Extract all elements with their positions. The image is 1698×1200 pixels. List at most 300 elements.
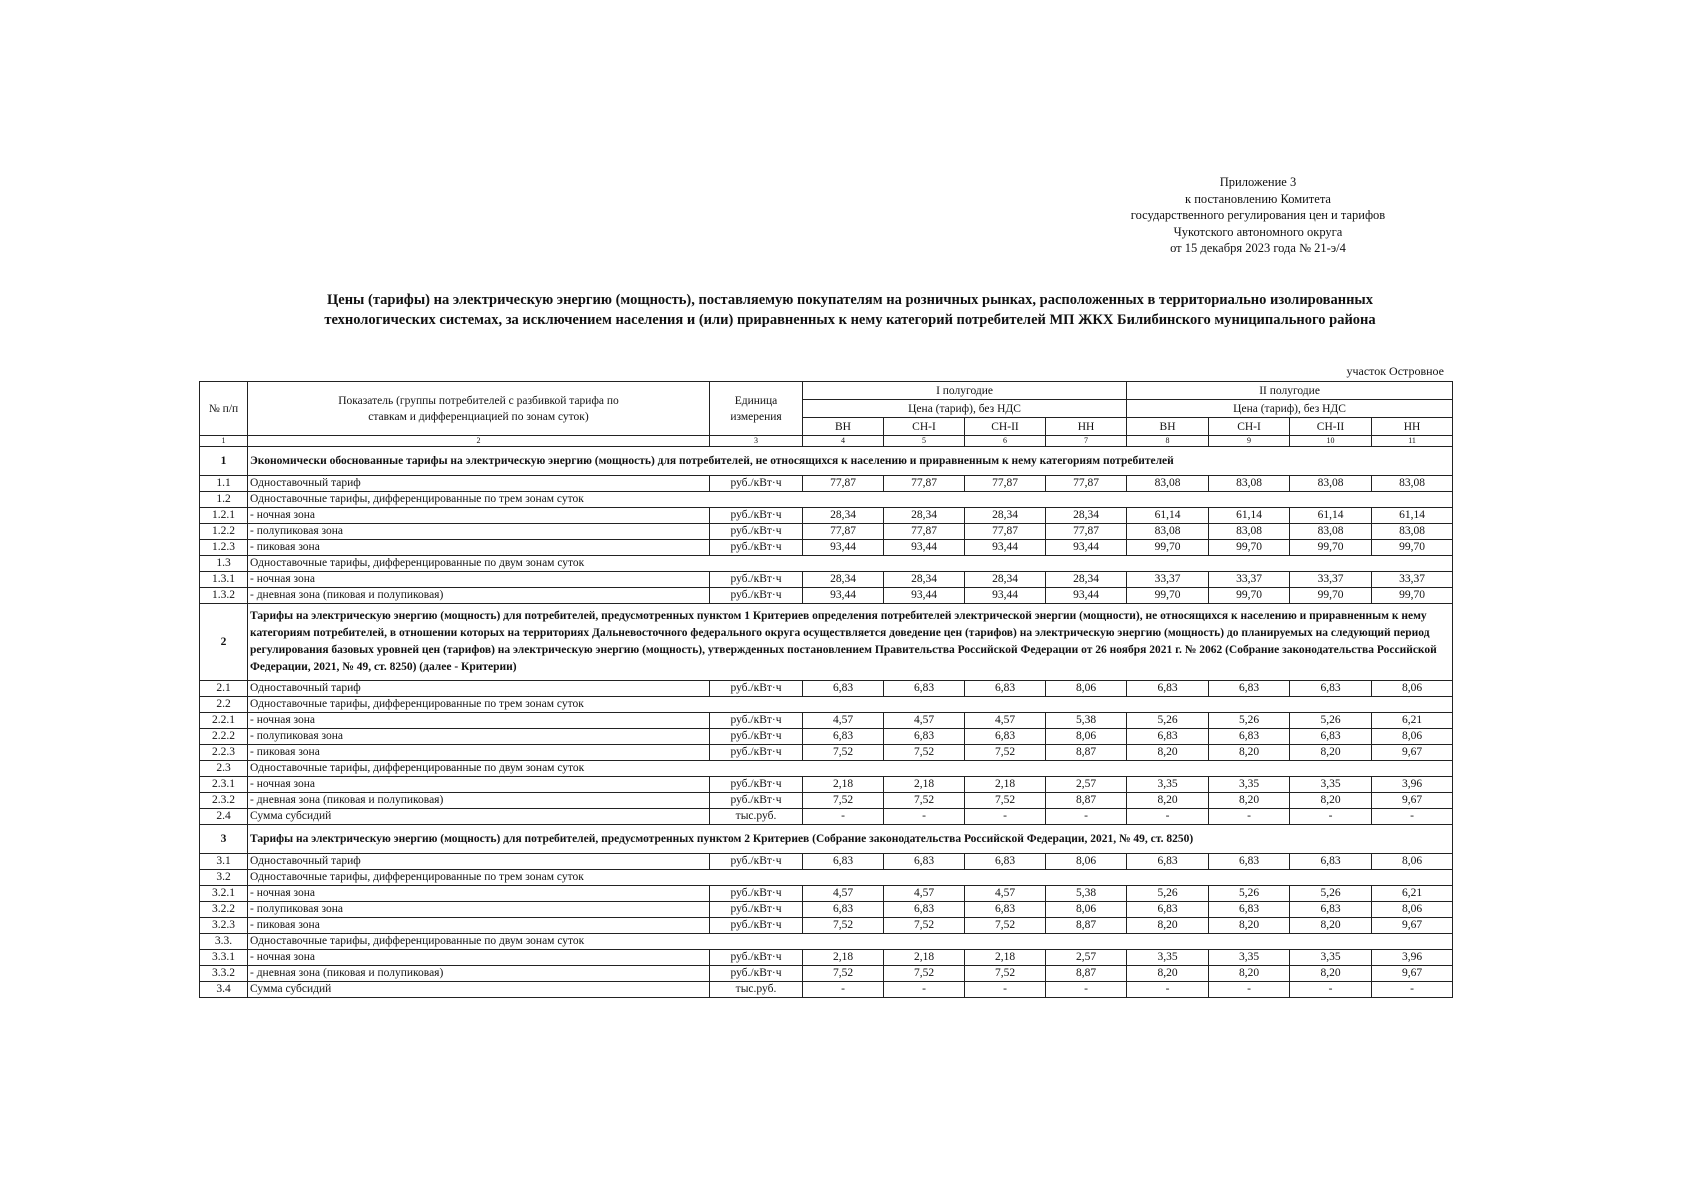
row-value: 7,52: [884, 966, 965, 982]
group-row: [200, 697, 1453, 713]
site-label: участок Островное: [1346, 364, 1444, 378]
row-value: 6,83: [884, 729, 965, 745]
row-value: 77,87: [965, 476, 1046, 492]
row-value: 4,57: [965, 886, 1046, 902]
row-value: -: [1290, 982, 1372, 998]
row-value: -: [1046, 982, 1127, 998]
row-indicator: Сумма субсидий: [248, 982, 710, 998]
row-value: 93,44: [965, 588, 1046, 604]
row-indicator: - ночная зона: [248, 572, 710, 588]
row-indicator: - дневная зона (пиковая и полупиковая): [248, 588, 710, 604]
row-unit: руб./кВт·ч: [710, 713, 803, 729]
column-number: 4: [803, 436, 884, 447]
row-value: 8,20: [1209, 966, 1290, 982]
header-level: ВН: [803, 418, 884, 436]
row-number: 1.2.2: [200, 524, 248, 540]
header-half-1: I полугодие: [803, 382, 1127, 400]
table-row: [200, 966, 1453, 982]
row-value: 28,34: [965, 508, 1046, 524]
row-value: 8,20: [1209, 793, 1290, 809]
row-indicator: - пиковая зона: [248, 540, 710, 556]
row-value: 93,44: [803, 588, 884, 604]
row-value: 7,52: [803, 745, 884, 761]
row-value: 6,83: [1290, 681, 1372, 697]
row-value: 9,67: [1372, 745, 1453, 761]
header-unit: [710, 382, 803, 436]
row-value: 3,35: [1209, 950, 1290, 966]
row-value: 28,34: [1046, 572, 1127, 588]
row-value: 5,26: [1127, 713, 1209, 729]
row-value: 6,21: [1372, 886, 1453, 902]
row-value: 7,52: [803, 966, 884, 982]
header-num: [200, 382, 248, 436]
row-number: 3.2.2: [200, 902, 248, 918]
row-value: 3,35: [1209, 777, 1290, 793]
row-value: 77,87: [965, 524, 1046, 540]
row-value: 83,08: [1127, 476, 1209, 492]
row-value: 2,57: [1046, 950, 1127, 966]
row-value: 8,06: [1046, 729, 1127, 745]
row-value: -: [1372, 809, 1453, 825]
section-header-row: [200, 447, 1453, 476]
table-row: [200, 950, 1453, 966]
appendix-line: к постановлению Комитета: [1185, 191, 1331, 206]
row-value: 77,87: [803, 524, 884, 540]
row-number: 2.1: [200, 681, 248, 697]
row-number: 3.3.2: [200, 966, 248, 982]
header-unit-label: Единица измерения: [730, 394, 782, 423]
row-indicator: - пиковая зона: [248, 918, 710, 934]
row-value: 7,52: [803, 918, 884, 934]
row-value: 6,83: [884, 902, 965, 918]
row-value: 99,70: [1290, 540, 1372, 556]
row-value: 6,83: [1127, 729, 1209, 745]
row-number: 1.3.2: [200, 588, 248, 604]
row-value: 6,83: [1209, 854, 1290, 870]
header-price-note: Цена (тариф), без НДС: [1127, 400, 1453, 418]
row-value: 7,52: [965, 966, 1046, 982]
header-level: СН-I: [1209, 418, 1290, 436]
section-header-row: [200, 825, 1453, 854]
row-value: 33,37: [1127, 572, 1209, 588]
row-value: -: [803, 809, 884, 825]
section-number: 1: [200, 447, 248, 476]
row-indicator: - полупиковая зона: [248, 524, 710, 540]
row-value: 99,70: [1290, 588, 1372, 604]
row-group-title: Одноставочные тарифы, дифференцированные по двум зонам суток: [248, 556, 1453, 572]
header-level: СН-II: [1290, 418, 1372, 436]
row-value: 77,87: [803, 476, 884, 492]
row-value: 7,52: [803, 793, 884, 809]
row-value: 99,70: [1127, 588, 1209, 604]
row-value: 83,08: [1209, 524, 1290, 540]
row-value: 5,26: [1290, 886, 1372, 902]
tariff-table: [199, 381, 1453, 998]
row-number: 1.2.1: [200, 508, 248, 524]
row-number: 1.1: [200, 476, 248, 492]
header-num-label: № п/п: [208, 402, 239, 415]
row-unit: руб./кВт·ч: [710, 966, 803, 982]
table-row: [200, 918, 1453, 934]
table-row: [200, 854, 1453, 870]
row-value: 93,44: [884, 588, 965, 604]
row-number: 2.2.3: [200, 745, 248, 761]
row-value: 9,67: [1372, 918, 1453, 934]
appendix-line: государственного регулирования цен и тарифов: [1130, 208, 1386, 222]
header-indicator-label: Показатель (группы потребителей с разбивкой тарифа по ставкам и дифференциацией по зонам суток): [338, 394, 619, 423]
row-unit: руб./кВт·ч: [710, 745, 803, 761]
row-value: 8,06: [1046, 681, 1127, 697]
row-value: -: [1127, 809, 1209, 825]
document-title-line: Цены (тарифы) на электрическую энергию (мощность), поставляемую покупателям на розничных рынках, расположенных в территориально изолированных: [326, 292, 1373, 308]
row-number: 1.3.1: [200, 572, 248, 588]
appendix-line: Приложение 3: [1219, 175, 1297, 189]
column-number: 2: [248, 436, 710, 447]
row-value: 3,35: [1127, 777, 1209, 793]
row-value: 8,20: [1290, 966, 1372, 982]
row-value: 5,26: [1127, 886, 1209, 902]
table-row: [200, 476, 1453, 492]
row-value: 8,06: [1372, 854, 1453, 870]
row-unit: руб./кВт·ч: [710, 886, 803, 902]
row-value: 93,44: [1046, 588, 1127, 604]
row-number: 2.2.2: [200, 729, 248, 745]
row-number: 2.3.2: [200, 793, 248, 809]
row-value: -: [965, 809, 1046, 825]
row-unit: руб./кВт·ч: [710, 950, 803, 966]
row-indicator: - ночная зона: [248, 777, 710, 793]
row-indicator: - дневная зона (пиковая и полупиковая): [248, 793, 710, 809]
row-value: 8,06: [1372, 902, 1453, 918]
row-indicator: - дневная зона (пиковая и полупиковая): [248, 966, 710, 982]
row-group-title: Одноставочные тарифы, дифференцированные по двум зонам суток: [248, 761, 1453, 777]
table-row: [200, 729, 1453, 745]
row-value: 93,44: [803, 540, 884, 556]
row-group-title: Одноставочные тарифы, дифференцированные по трем зонам суток: [248, 870, 1453, 886]
row-value: 83,08: [1372, 476, 1453, 492]
document-title-line: технологических системах, за исключением населения и (или) приравненных к нему категорий потребителей МП ЖКХ Билибинского муниципального района: [324, 312, 1376, 328]
row-unit: руб./кВт·ч: [710, 681, 803, 697]
group-row: [200, 934, 1453, 950]
row-value: -: [965, 982, 1046, 998]
header-level: НН: [1046, 418, 1127, 436]
row-value: 6,83: [803, 854, 884, 870]
row-value: 3,35: [1290, 950, 1372, 966]
table-row: [200, 902, 1453, 918]
row-indicator: - ночная зона: [248, 886, 710, 902]
group-row: [200, 870, 1453, 886]
row-number: 1.2.3: [200, 540, 248, 556]
row-value: 93,44: [1046, 540, 1127, 556]
row-value: -: [803, 982, 884, 998]
row-value: -: [1046, 809, 1127, 825]
column-number: 6: [965, 436, 1046, 447]
row-value: 7,52: [884, 793, 965, 809]
row-value: 6,83: [884, 681, 965, 697]
row-unit: руб./кВт·ч: [710, 777, 803, 793]
row-value: 6,83: [1290, 729, 1372, 745]
row-value: 93,44: [884, 540, 965, 556]
group-row: [200, 761, 1453, 777]
table-row: [200, 713, 1453, 729]
row-value: 6,83: [884, 854, 965, 870]
row-value: 28,34: [1046, 508, 1127, 524]
row-value: 77,87: [884, 476, 965, 492]
table-row: [200, 809, 1453, 825]
row-value: 83,08: [1209, 476, 1290, 492]
header-level: СН-I: [884, 418, 965, 436]
row-value: 2,18: [884, 950, 965, 966]
column-number-row: [200, 436, 1453, 447]
row-value: 8,87: [1046, 745, 1127, 761]
row-unit: тыс.руб.: [710, 982, 803, 998]
row-value: 6,83: [1127, 902, 1209, 918]
table-row: [200, 793, 1453, 809]
row-value: 33,37: [1372, 572, 1453, 588]
row-value: 28,34: [803, 508, 884, 524]
row-number: 2.2.1: [200, 713, 248, 729]
column-number: 10: [1290, 436, 1372, 447]
row-value: 83,08: [1127, 524, 1209, 540]
row-value: 6,83: [965, 854, 1046, 870]
row-value: 6,83: [1209, 729, 1290, 745]
row-value: 61,14: [1290, 508, 1372, 524]
row-value: 5,38: [1046, 713, 1127, 729]
row-value: 4,57: [884, 886, 965, 902]
row-indicator: - ночная зона: [248, 713, 710, 729]
table-row: [200, 681, 1453, 697]
row-value: 77,87: [884, 524, 965, 540]
row-number: 1.3: [200, 556, 248, 572]
row-value: 8,20: [1209, 745, 1290, 761]
header-level: ВН: [1127, 418, 1209, 436]
row-number: 3.3.: [200, 934, 248, 950]
row-value: 8,87: [1046, 793, 1127, 809]
row-value: -: [884, 809, 965, 825]
row-value: 8,20: [1290, 793, 1372, 809]
row-value: 2,18: [803, 950, 884, 966]
row-number: 2.3: [200, 761, 248, 777]
row-indicator: - ночная зона: [248, 508, 710, 524]
row-value: 3,35: [1290, 777, 1372, 793]
table-body: [200, 447, 1453, 998]
row-value: 8,20: [1127, 745, 1209, 761]
column-number: 11: [1372, 436, 1453, 447]
row-value: 5,26: [1209, 713, 1290, 729]
section-title: Экономически обоснованные тарифы на электрическую энергию (мощность) для потребителей, не относящихся к населению и приравненным к нему категориям потребителей: [248, 447, 1453, 476]
row-value: 28,34: [965, 572, 1046, 588]
row-value: 99,70: [1127, 540, 1209, 556]
row-value: 6,83: [965, 681, 1046, 697]
row-value: 99,70: [1209, 540, 1290, 556]
row-number: 3.3.1: [200, 950, 248, 966]
row-value: 9,67: [1372, 793, 1453, 809]
row-number: 3.2.1: [200, 886, 248, 902]
row-unit: тыс.руб.: [710, 809, 803, 825]
row-value: 6,83: [1290, 854, 1372, 870]
row-value: 8,87: [1046, 966, 1127, 982]
row-value: 93,44: [965, 540, 1046, 556]
row-unit: руб./кВт·ч: [710, 476, 803, 492]
row-value: 33,37: [1290, 572, 1372, 588]
row-value: 77,87: [1046, 524, 1127, 540]
column-number: 5: [884, 436, 965, 447]
row-value: 99,70: [1372, 588, 1453, 604]
row-value: 9,67: [1372, 966, 1453, 982]
column-number: 3: [710, 436, 803, 447]
row-value: 6,83: [1127, 681, 1209, 697]
section-header-row: [200, 604, 1453, 681]
row-value: 8,87: [1046, 918, 1127, 934]
row-value: 8,20: [1209, 918, 1290, 934]
row-value: 99,70: [1372, 540, 1453, 556]
row-value: -: [1209, 982, 1290, 998]
row-value: 7,52: [884, 918, 965, 934]
row-value: -: [1127, 982, 1209, 998]
group-row: [200, 556, 1453, 572]
row-value: 2,18: [803, 777, 884, 793]
row-value: 33,37: [1209, 572, 1290, 588]
row-unit: руб./кВт·ч: [710, 729, 803, 745]
row-number: 1.2: [200, 492, 248, 508]
row-value: 7,52: [965, 793, 1046, 809]
row-value: 4,57: [803, 886, 884, 902]
row-value: 5,26: [1209, 886, 1290, 902]
row-unit: руб./кВт·ч: [710, 540, 803, 556]
row-value: 3,96: [1372, 950, 1453, 966]
row-value: 8,06: [1046, 854, 1127, 870]
header-price-note: Цена (тариф), без НДС: [803, 400, 1127, 418]
row-number: 2.2: [200, 697, 248, 713]
document-title: [160, 290, 1540, 330]
column-number: 7: [1046, 436, 1127, 447]
section-number: 2: [200, 604, 248, 681]
table-row: [200, 572, 1453, 588]
row-value: 99,70: [1209, 588, 1290, 604]
row-unit: руб./кВт·ч: [710, 524, 803, 540]
row-value: 8,20: [1290, 918, 1372, 934]
row-value: 3,96: [1372, 777, 1453, 793]
row-value: 7,52: [965, 745, 1046, 761]
row-group-title: Одноставочные тарифы, дифференцированные по двум зонам суток: [248, 934, 1453, 950]
row-indicator: Одноставочный тариф: [248, 476, 710, 492]
row-value: -: [1290, 809, 1372, 825]
row-value: 61,14: [1127, 508, 1209, 524]
row-indicator: Одноставочный тариф: [248, 854, 710, 870]
header-level: НН: [1372, 418, 1453, 436]
row-value: 4,57: [965, 713, 1046, 729]
table-row: [200, 777, 1453, 793]
column-number: 9: [1209, 436, 1290, 447]
row-unit: руб./кВт·ч: [710, 918, 803, 934]
row-indicator: - полупиковая зона: [248, 902, 710, 918]
row-value: 6,83: [965, 729, 1046, 745]
column-number: 1: [200, 436, 248, 447]
row-value: -: [1372, 982, 1453, 998]
row-group-title: Одноставочные тарифы, дифференцированные по трем зонам суток: [248, 697, 1453, 713]
row-value: 8,20: [1127, 966, 1209, 982]
row-value: 6,83: [803, 681, 884, 697]
header-half-2: II полугодие: [1127, 382, 1453, 400]
row-indicator: - пиковая зона: [248, 745, 710, 761]
appendix-line: Чукотского автономного округа: [1173, 224, 1343, 239]
row-value: 2,18: [884, 777, 965, 793]
row-value: 8,06: [1046, 902, 1127, 918]
row-value: 8,20: [1290, 745, 1372, 761]
row-value: 5,38: [1046, 886, 1127, 902]
row-indicator: - полупиковая зона: [248, 729, 710, 745]
row-value: 5,26: [1290, 713, 1372, 729]
row-value: 6,83: [803, 902, 884, 918]
table-row: [200, 886, 1453, 902]
row-value: -: [884, 982, 965, 998]
row-indicator: - ночная зона: [248, 950, 710, 966]
row-value: 8,20: [1127, 918, 1209, 934]
table-row: [200, 508, 1453, 524]
row-unit: руб./кВт·ч: [710, 588, 803, 604]
row-unit: руб./кВт·ч: [710, 572, 803, 588]
row-value: 6,83: [1209, 681, 1290, 697]
row-value: 6,83: [803, 729, 884, 745]
row-value: 83,08: [1290, 476, 1372, 492]
row-value: 2,57: [1046, 777, 1127, 793]
row-value: 83,08: [1290, 524, 1372, 540]
row-number: 2.4: [200, 809, 248, 825]
row-value: 6,21: [1372, 713, 1453, 729]
row-number: 3.4: [200, 982, 248, 998]
row-value: 8,06: [1372, 681, 1453, 697]
section-title: Тарифы на электрическую энергию (мощность) для потребителей, предусмотренных пунктом 2 Критериев (Собрание законодательства Российской Федерации, 2021, № 49, ст. 8250): [248, 825, 1453, 854]
row-value: 6,83: [1209, 902, 1290, 918]
row-value: 8,20: [1127, 793, 1209, 809]
row-value: 7,52: [965, 918, 1046, 934]
row-value: 28,34: [884, 572, 965, 588]
group-row: [200, 492, 1453, 508]
column-number: 8: [1127, 436, 1209, 447]
row-value: 61,14: [1209, 508, 1290, 524]
table-header: [200, 382, 1453, 447]
row-value: 6,83: [1290, 902, 1372, 918]
section-number: 3: [200, 825, 248, 854]
table-row: [200, 524, 1453, 540]
row-value: 4,57: [884, 713, 965, 729]
header-level: СН-II: [965, 418, 1046, 436]
section-title: Тарифы на электрическую энергию (мощность) для потребителей, предусмотренных пунктом 1 Критериев определения потребителей электрической энергии (мощности), не относящихся к населению и приравненным к нему категориям потребителей, в отношении которых на территориях Дальневосточного федерального округа осуществляется доведение цен (тарифов) на электрическую энергию (мощность) до планируемых на следующий период регулирования базовых уровней цен (тарифов) на электрическую энергию (мощность), утвержденных постановлением Правительства Российской Федерации от 26 ноября 2021 г. № 2062 (Собрание законодательства Российской Федерации, 2021, № 49, ст. 8250) (далее - Критерии): [248, 604, 1453, 681]
row-number: 3.2: [200, 870, 248, 886]
appendix-line: от 15 декабря 2023 года № 21-э/4: [1170, 241, 1346, 255]
row-unit: руб./кВт·ч: [710, 854, 803, 870]
row-value: 6,83: [1127, 854, 1209, 870]
row-value: 83,08: [1372, 524, 1453, 540]
row-indicator: Одноставочный тариф: [248, 681, 710, 697]
row-value: 7,52: [884, 745, 965, 761]
row-unit: руб./кВт·ч: [710, 793, 803, 809]
header-indicator: [248, 382, 710, 436]
row-value: 28,34: [803, 572, 884, 588]
row-group-title: Одноставочные тарифы, дифференцированные по трем зонам суток: [248, 492, 1453, 508]
row-value: 28,34: [884, 508, 965, 524]
table-row: [200, 745, 1453, 761]
row-value: -: [1209, 809, 1290, 825]
row-value: 2,18: [965, 950, 1046, 966]
row-number: 2.3.1: [200, 777, 248, 793]
row-value: 8,06: [1372, 729, 1453, 745]
row-number: 3.1: [200, 854, 248, 870]
table-row: [200, 588, 1453, 604]
row-value: 61,14: [1372, 508, 1453, 524]
row-value: 4,57: [803, 713, 884, 729]
row-value: 2,18: [965, 777, 1046, 793]
